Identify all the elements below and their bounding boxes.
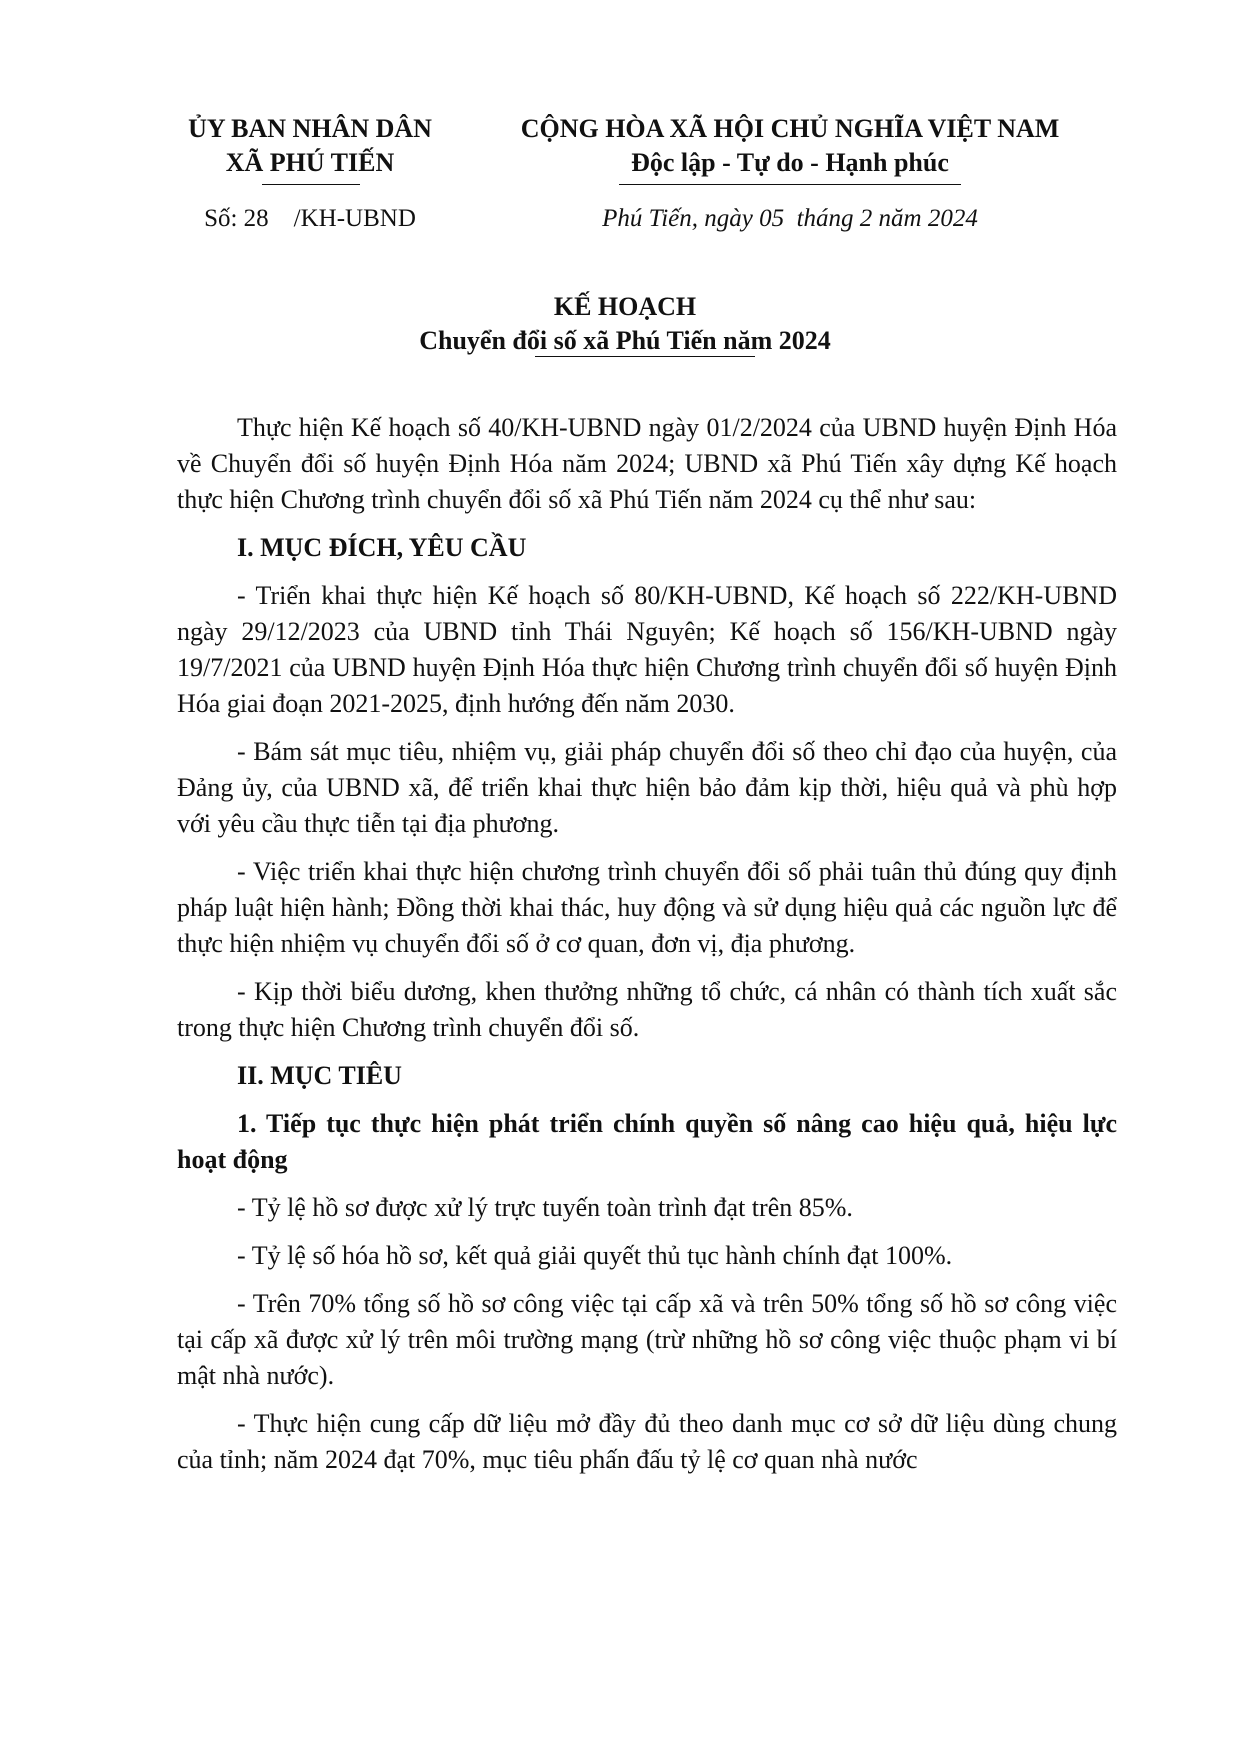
intro-paragraph: Thực hiện Kế hoạch số 40/KH-UBND ngày 01/2/2024 của UBND huyện Định Hóa về Chuyển đổi số huyện Định Hóa năm 2024; UBND xã Phú Tiến xây dựng Kế hoạch thực hiện Chương trình chuyển đổi số xã Phú Tiến năm 2024 cụ thể như sau:	[177, 413, 1117, 514]
section2-paragraph-4: - Thực hiện cung cấp dữ liệu mở đầy đủ theo danh mục cơ sở dữ liệu dùng chung của tỉnh; năm 2024 đạt 70%, mục tiêu phấn đấu tỷ lệ cơ quan nhà nước	[177, 1409, 1117, 1474]
document-number: Số: 28 /KH-UBND	[204, 205, 416, 232]
authority-underline	[262, 184, 360, 185]
document-body	[177, 410, 1117, 1490]
document-date: Phú Tiến, ngày 05 tháng 2 năm 2024	[602, 205, 978, 232]
national-motto	[480, 112, 1100, 180]
issuing-authority	[160, 112, 460, 180]
section1-paragraph-4: - Kịp thời biểu dương, khen thưởng những tổ chức, cá nhân có thành tích xuất sắc trong thực hiện Chương trình chuyển đổi số.	[177, 977, 1117, 1042]
document-title	[160, 290, 1090, 358]
authority-line-1: ỦY BAN NHÂN DÂN	[188, 114, 432, 143]
section1-paragraph-1: - Triển khai thực hiện Kế hoạch số 80/KH-UBND, Kế hoạch số 222/KH-UBND ngày 29/12/2023 của UBND tỉnh Thái Nguyên; Kế hoạch số 156/KH-UBND ngày 19/7/2021 của UBND huyện Định Hóa thực hiện Chương trình chuyển đổi số huyện Định Hóa giai đoạn 2021-2025, định hướng đến năm 2030.	[177, 581, 1117, 718]
title-line-1: KẾ HOẠCH	[553, 292, 697, 321]
national-name: CỘNG HÒA XÃ HỘI CHỦ NGHĨA VIỆT NAM	[520, 114, 1060, 143]
section2-paragraph-2: - Tỷ lệ số hóa hồ sơ, kết quả giải quyết thủ tục hành chính đạt 100%.	[237, 1241, 953, 1270]
subsection-heading-1: 1. Tiếp tục thực hiện phát triển chính quyền số nâng cao hiệu quả, hiệu lực hoạt động	[177, 1109, 1117, 1174]
section-heading-2: II. MỤC TIÊU	[237, 1061, 402, 1090]
section2-paragraph-3: - Trên 70% tổng số hồ sơ công việc tại cấp xã và trên 50% tổng số hồ sơ công việc tại cấp xã được xử lý trên môi trường mạng (trừ những hồ sơ công việc thuộc phạm vi bí mật nhà nước).	[177, 1289, 1117, 1390]
section-heading-1: I. MỤC ĐÍCH, YÊU CẦU	[237, 533, 527, 562]
section2-paragraph-1: - Tỷ lệ hồ sơ được xử lý trực tuyến toàn trình đạt trên 85%.	[237, 1193, 853, 1222]
motto-underline	[619, 184, 961, 185]
authority-line-2: XÃ PHÚ TIẾN	[225, 148, 395, 177]
section1-paragraph-3: - Việc triển khai thực hiện chương trình chuyển đổi số phải tuân thủ đúng quy định pháp luật hiện hành; Đồng thời khai thác, huy động và sử dụng hiệu quả các nguồn lực để thực hiện nhiệm vụ chuyển đổi số ở cơ quan, đơn vị, địa phương.	[177, 857, 1117, 958]
title-line-2: Chuyển đổi số xã Phú Tiến năm 2024	[419, 326, 831, 355]
title-underline	[535, 356, 755, 357]
section1-paragraph-2: - Bám sát mục tiêu, nhiệm vụ, giải pháp chuyển đổi số theo chỉ đạo của huyện, của Đảng ủy, của UBND xã, để triển khai thực hiện bảo đảm kịp thời, hiệu quả và phù hợp với yêu cầu thực tiễn tại địa phương.	[177, 737, 1117, 838]
motto-line: Độc lập - Tự do - Hạnh phúc	[631, 148, 949, 177]
